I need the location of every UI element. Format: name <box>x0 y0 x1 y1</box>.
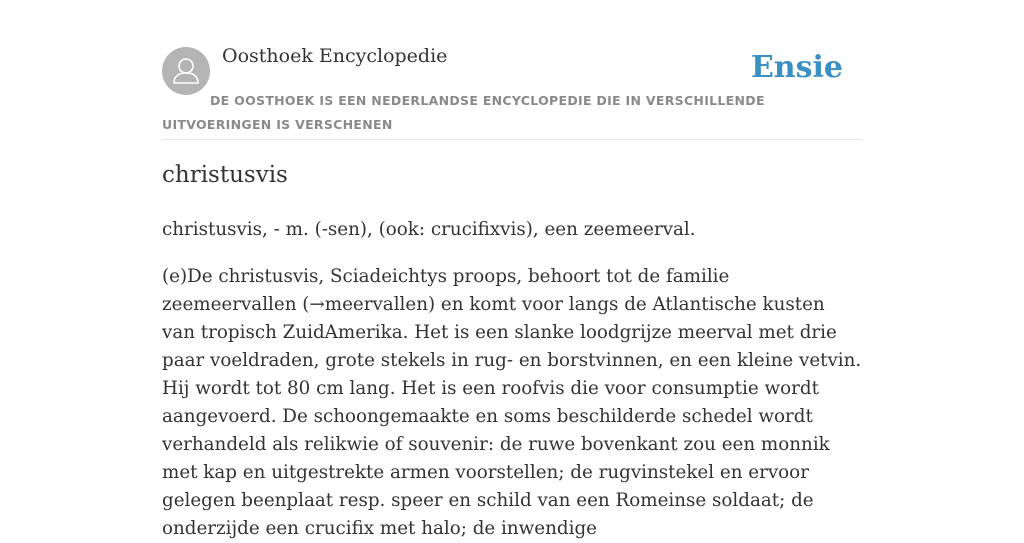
article-body: (e)De christusvis, Sciadeichtys proops, behoort tot de familie zeemeervallen (→meervallen) en komt voor langs de Atlantische kusten van tropisch ZuidAmerika. Het is een slanke loodgrijze meerval met drie paar voeldraden, grote stekels in rug- en borstvinnen, en een kleine vetvin. Hij wordt tot 80 cm lang. Het is een roofvis die voor consumptie wordt aangevoerd. De schoongemaakte en soms beschilderde schedel wordt verhandeld als relikwie of souvenir: de ruwe bovenkant zou een monnik met kap en uitgestrekte armen voorstellen; de rugvinstekel en ervoor gelegen beenplaat resp. speer en schild van een Romeinse soldaat; de onderzijde een crucifix met halo; de inwendige <box>162 266 862 539</box>
site-name[interactable]: Oosthoek Encyclopedie <box>222 45 448 67</box>
article-definition: christusvis, - m. (-sen), (ook: crucifixvis), een zeemeerval. <box>162 219 696 240</box>
article-title: christusvis <box>162 162 288 188</box>
site-header <box>162 0 862 140</box>
user-avatar-icon[interactable] <box>162 47 210 95</box>
content-container <box>162 0 862 539</box>
user-silhouette-icon <box>162 47 210 95</box>
site-tagline: DE OOSTHOEK IS EEN NEDERLANDSE ENCYCLOPEDIE DIE IN VERSCHILLENDE UITVOERINGEN IS VERSCHENEN <box>162 93 765 132</box>
brand-logo[interactable]: Ensie <box>750 50 843 85</box>
